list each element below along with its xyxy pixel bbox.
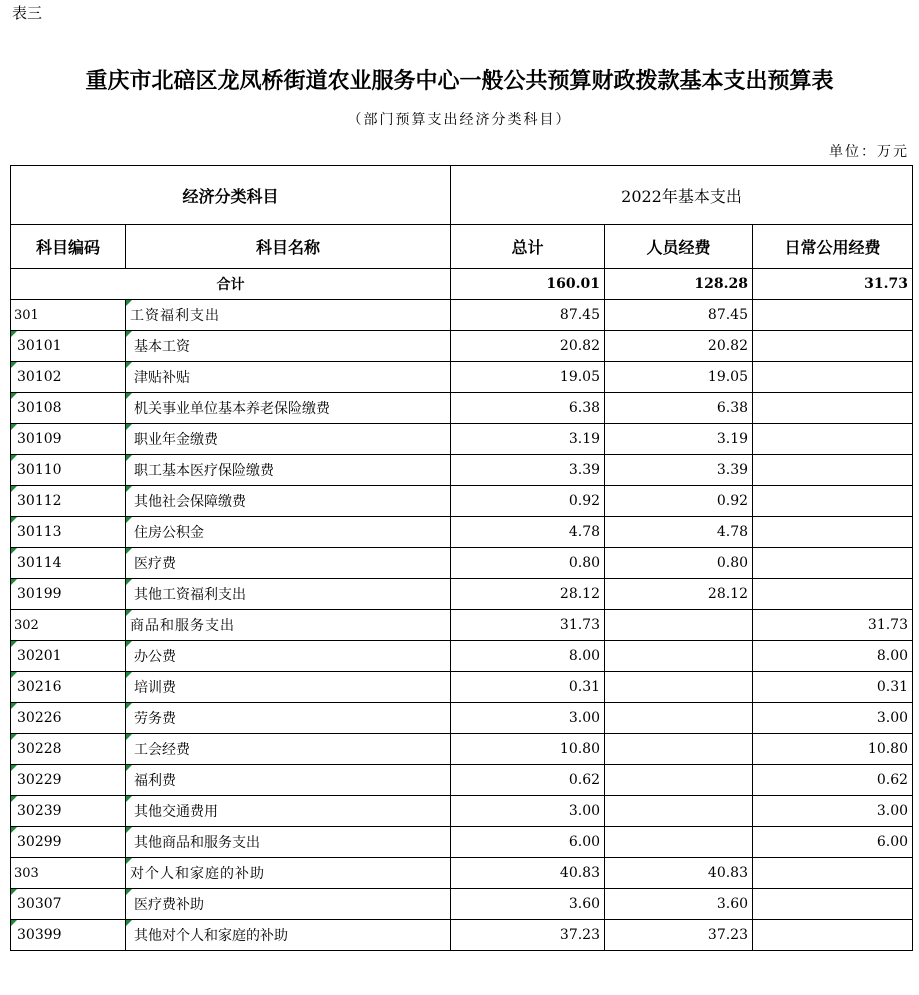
row-personnel: [605, 548, 753, 579]
row-total: [451, 362, 605, 393]
row-public-text: 31.73: [867, 617, 909, 633]
row-name: [126, 672, 451, 703]
row-name-text: 其他社会保障缴费: [134, 494, 246, 510]
cell-comment-marker-icon: [126, 610, 132, 616]
cell-comment-marker-icon: [126, 331, 132, 337]
row-total: [451, 331, 605, 362]
row-code-text: 30109: [17, 431, 62, 447]
cell-comment-marker-icon: [126, 455, 132, 461]
row-name-text: 基本工资: [134, 339, 190, 355]
cell-comment-marker-icon: [11, 641, 17, 647]
header-basic-expenditure-2022: 2022年基本支出: [451, 166, 913, 225]
row-name-text: 其他商品和服务支出: [134, 835, 260, 851]
total-sum: 160.01: [451, 269, 605, 300]
row-personnel-text: 40.83: [707, 865, 749, 881]
row-total-text: 19.05: [559, 369, 601, 385]
row-name-text: 办公费: [134, 649, 176, 665]
row-code: [11, 548, 126, 579]
row-public: [753, 300, 913, 331]
cell-comment-marker-icon: [11, 517, 17, 523]
cell-comment-marker-icon: [126, 765, 132, 771]
row-name: [126, 827, 451, 858]
header-code: 科目编码: [11, 225, 126, 269]
row-total: [451, 765, 605, 796]
row-total-text: 3.00: [568, 710, 601, 726]
table-row: [11, 703, 913, 734]
cell-comment-marker-icon: [126, 889, 132, 895]
row-name: [126, 889, 451, 920]
row-total: [451, 672, 605, 703]
row-name: [126, 331, 451, 362]
row-total-text: 31.73: [559, 617, 601, 633]
row-personnel: [605, 610, 753, 641]
row-name: [126, 300, 451, 331]
row-name-text: 其他交通费用: [134, 804, 218, 820]
row-total: [451, 827, 605, 858]
row-code-text: 30101: [17, 338, 62, 354]
row-public: [753, 517, 913, 548]
row-total-text: 8.00: [568, 648, 601, 664]
row-name-text: 医疗费补助: [134, 897, 204, 913]
row-public-text: 0.62: [876, 772, 909, 788]
row-total-text: 20.82: [559, 338, 601, 354]
cell-comment-marker-icon: [11, 827, 17, 833]
cell-comment-marker-icon: [126, 424, 132, 430]
table-row: [11, 579, 913, 610]
row-name: [126, 734, 451, 765]
row-code-text: 30216: [17, 679, 62, 695]
header-economic-category: 经济分类科目: [11, 166, 451, 225]
row-name-text: 福利费: [134, 773, 176, 789]
row-personnel-text: 4.78: [716, 524, 749, 540]
row-total-text: 0.31: [568, 679, 601, 695]
unit-label: 单位：万元: [829, 144, 909, 160]
row-public-text: 6.00: [876, 834, 909, 850]
table-row: [11, 765, 913, 796]
row-total: [451, 610, 605, 641]
row-personnel: [605, 920, 753, 951]
row-code: [11, 796, 126, 827]
cell-comment-marker-icon: [126, 486, 132, 492]
cell-comment-marker-icon: [11, 579, 17, 585]
header-total: 总计: [451, 225, 605, 269]
cell-comment-marker-icon: [11, 734, 17, 740]
row-public: [753, 827, 913, 858]
row-personnel: [605, 517, 753, 548]
cell-comment-marker-icon: [11, 486, 17, 492]
row-name: [126, 858, 451, 889]
row-personnel: [605, 579, 753, 610]
row-name: [126, 796, 451, 827]
row-public: [753, 455, 913, 486]
row-public: [753, 858, 913, 889]
row-total-text: 0.80: [568, 555, 601, 571]
row-code-text: 30112: [17, 493, 62, 509]
header-public: 日常公用经费: [753, 225, 913, 269]
row-total-text: 28.12: [559, 586, 601, 602]
header-row-columns: [11, 225, 913, 269]
row-name: [126, 641, 451, 672]
row-code: [11, 703, 126, 734]
row-code-text: 30201: [17, 648, 62, 664]
row-personnel-text: 20.82: [707, 338, 749, 354]
cell-comment-marker-icon: [11, 672, 17, 678]
row-code: [11, 858, 126, 889]
row-name: [126, 486, 451, 517]
row-personnel-text: 3.19: [716, 431, 749, 447]
table-row: [11, 672, 913, 703]
row-total-text: 10.80: [559, 741, 601, 757]
row-code-text: 30226: [17, 710, 62, 726]
row-personnel: [605, 486, 753, 517]
total-personnel: 128.28: [605, 269, 753, 300]
row-total-text: 6.38: [568, 400, 601, 416]
row-code: [11, 517, 126, 548]
row-public-text: 0.31: [876, 679, 909, 695]
row-code-text: 30110: [17, 462, 62, 478]
budget-table: [10, 165, 913, 951]
table-row: [11, 455, 913, 486]
row-code-text: 30228: [17, 741, 62, 757]
row-name-text: 住房公积金: [134, 525, 204, 541]
row-code-text: 303: [14, 865, 39, 881]
page-title: 重庆市北碚区龙凤桥街道农业服务中心一般公共预算财政拨款基本支出预算表: [85, 68, 834, 94]
row-code-text: 30114: [17, 555, 62, 571]
row-code: [11, 579, 126, 610]
row-personnel-text: 37.23: [707, 927, 749, 943]
row-public: [753, 796, 913, 827]
row-personnel: [605, 300, 753, 331]
table-row: [11, 548, 913, 579]
cell-comment-marker-icon: [11, 765, 17, 771]
cell-comment-marker-icon: [126, 641, 132, 647]
total-public: 31.73: [753, 269, 913, 300]
row-name-text: 其他工资福利支出: [134, 587, 246, 603]
row-total: [451, 641, 605, 672]
row-total-text: 3.19: [568, 431, 601, 447]
row-name-text: 商品和服务支出: [130, 618, 235, 634]
row-total-text: 0.62: [568, 772, 601, 788]
row-name-text: 职工基本医疗保险缴费: [134, 463, 274, 479]
row-code-text: 30102: [17, 369, 62, 385]
row-public: [753, 920, 913, 951]
row-personnel: [605, 362, 753, 393]
row-name-text: 津贴补贴: [134, 370, 190, 386]
total-label: 合计: [11, 269, 451, 300]
table-row: [11, 889, 913, 920]
cell-comment-marker-icon: [126, 703, 132, 709]
row-total-text: 6.00: [568, 834, 601, 850]
row-total-text: 4.78: [568, 524, 601, 540]
row-name-text: 医疗费: [134, 556, 176, 572]
header-name: 科目名称: [126, 225, 451, 269]
cell-comment-marker-icon: [11, 889, 17, 895]
table-row: [11, 858, 913, 889]
row-name-text: 对个人和家庭的补助: [130, 866, 265, 882]
row-code-text: 301: [14, 307, 39, 323]
row-public: [753, 703, 913, 734]
row-name-text: 其他对个人和家庭的补助: [134, 928, 288, 944]
row-code: [11, 765, 126, 796]
row-total-text: 3.60: [568, 896, 601, 912]
cell-comment-marker-icon: [11, 455, 17, 461]
row-total: [451, 548, 605, 579]
cell-comment-marker-icon: [126, 827, 132, 833]
cell-comment-marker-icon: [11, 796, 17, 802]
row-code: [11, 300, 126, 331]
row-personnel-text: 6.38: [716, 400, 749, 416]
row-public-text: 3.00: [876, 710, 909, 726]
cell-comment-marker-icon: [126, 796, 132, 802]
row-total: [451, 920, 605, 951]
row-personnel-text: 3.39: [716, 462, 749, 478]
cell-comment-marker-icon: [11, 424, 17, 430]
row-name: [126, 920, 451, 951]
page-subtitle: （部门预算支出经济分类科目）: [347, 112, 572, 128]
row-name: [126, 548, 451, 579]
cell-comment-marker-icon: [11, 393, 17, 399]
row-personnel: [605, 455, 753, 486]
table-label: 表三: [12, 4, 43, 22]
row-code: [11, 331, 126, 362]
row-total: [451, 455, 605, 486]
row-public: [753, 889, 913, 920]
row-name: [126, 703, 451, 734]
row-personnel-text: 0.80: [716, 555, 749, 571]
row-name: [126, 362, 451, 393]
row-code: [11, 641, 126, 672]
header-row-group: [11, 166, 913, 225]
cell-comment-marker-icon: [126, 362, 132, 368]
row-code: [11, 672, 126, 703]
row-public: [753, 641, 913, 672]
table-row: [11, 610, 913, 641]
cell-comment-marker-icon: [126, 517, 132, 523]
row-personnel: [605, 858, 753, 889]
row-name: [126, 579, 451, 610]
row-total-text: 37.23: [559, 927, 601, 943]
row-public: [753, 393, 913, 424]
row-personnel: [605, 734, 753, 765]
row-total: [451, 424, 605, 455]
row-total: [451, 517, 605, 548]
row-code-text: 30113: [17, 524, 62, 540]
row-code-text: 30399: [17, 927, 62, 943]
row-personnel: [605, 331, 753, 362]
table-row: [11, 796, 913, 827]
table-row: [11, 827, 913, 858]
row-total: [451, 703, 605, 734]
row-personnel: [605, 796, 753, 827]
row-public: [753, 362, 913, 393]
row-code: [11, 393, 126, 424]
row-code: [11, 734, 126, 765]
table-row: [11, 486, 913, 517]
row-total: [451, 734, 605, 765]
row-code-text: 302: [14, 617, 39, 633]
row-total: [451, 796, 605, 827]
row-name: [126, 455, 451, 486]
cell-comment-marker-icon: [126, 858, 132, 864]
row-total: [451, 300, 605, 331]
row-total-text: 87.45: [559, 307, 601, 323]
row-public: [753, 765, 913, 796]
row-public: [753, 610, 913, 641]
row-public: [753, 734, 913, 765]
row-total: [451, 393, 605, 424]
cell-comment-marker-icon: [126, 548, 132, 554]
row-code-text: 30229: [17, 772, 62, 788]
row-total-text: 40.83: [559, 865, 601, 881]
table-row: [11, 920, 913, 951]
row-total-text: 0.92: [568, 493, 601, 509]
row-public: [753, 579, 913, 610]
row-public-text: 3.00: [876, 803, 909, 819]
cell-comment-marker-icon: [11, 362, 17, 368]
row-public: [753, 486, 913, 517]
row-public-text: 10.80: [867, 741, 909, 757]
row-name-text: 工会经费: [134, 742, 190, 758]
row-personnel-text: 3.60: [716, 896, 749, 912]
table-row: [11, 641, 913, 672]
table-row: [11, 734, 913, 765]
row-code: [11, 889, 126, 920]
row-code: [11, 920, 126, 951]
row-personnel-text: 28.12: [707, 586, 749, 602]
table-row: [11, 362, 913, 393]
row-personnel-text: 0.92: [716, 493, 749, 509]
row-personnel: [605, 641, 753, 672]
row-total: [451, 486, 605, 517]
cell-comment-marker-icon: [126, 734, 132, 740]
row-code: [11, 486, 126, 517]
row-total: [451, 858, 605, 889]
row-public: [753, 672, 913, 703]
cell-comment-marker-icon: [126, 920, 132, 926]
row-public: [753, 548, 913, 579]
row-name-text: 培训费: [134, 680, 176, 696]
cell-comment-marker-icon: [126, 393, 132, 399]
row-code: [11, 424, 126, 455]
row-total-text: 3.00: [568, 803, 601, 819]
total-row: [11, 269, 913, 300]
row-personnel: [605, 393, 753, 424]
row-name: [126, 765, 451, 796]
row-name-text: 机关事业单位基本养老保险缴费: [134, 401, 330, 417]
row-personnel: [605, 827, 753, 858]
row-name-text: 职业年金缴费: [134, 432, 218, 448]
table-row: [11, 331, 913, 362]
table-row: [11, 517, 913, 548]
row-total: [451, 579, 605, 610]
row-personnel: [605, 703, 753, 734]
row-total: [451, 889, 605, 920]
cell-comment-marker-icon: [126, 579, 132, 585]
row-code: [11, 610, 126, 641]
row-personnel: [605, 672, 753, 703]
row-code: [11, 455, 126, 486]
row-code: [11, 827, 126, 858]
cell-comment-marker-icon: [11, 331, 17, 337]
row-personnel: [605, 889, 753, 920]
row-personnel-text: 19.05: [707, 369, 749, 385]
cell-comment-marker-icon: [11, 548, 17, 554]
row-public: [753, 331, 913, 362]
row-name-text: 工资福利支出: [130, 308, 220, 324]
row-code-text: 30307: [17, 896, 62, 912]
row-personnel-text: 87.45: [707, 307, 749, 323]
row-personnel: [605, 765, 753, 796]
cell-comment-marker-icon: [11, 920, 17, 926]
row-name: [126, 424, 451, 455]
table-row: [11, 300, 913, 331]
row-total-text: 3.39: [568, 462, 601, 478]
row-name: [126, 610, 451, 641]
cell-comment-marker-icon: [11, 703, 17, 709]
row-personnel: [605, 424, 753, 455]
row-code: [11, 362, 126, 393]
row-code-text: 30108: [17, 400, 62, 416]
row-name-text: 劳务费: [134, 711, 176, 727]
cell-comment-marker-icon: [126, 672, 132, 678]
row-code-text: 30199: [17, 586, 62, 602]
row-code-text: 30239: [17, 803, 62, 819]
table-row: [11, 424, 913, 455]
header-personnel: 人员经费: [605, 225, 753, 269]
row-public: [753, 424, 913, 455]
row-name: [126, 393, 451, 424]
table-row: [11, 393, 913, 424]
row-code-text: 30299: [17, 834, 62, 850]
cell-comment-marker-icon: [126, 300, 132, 306]
row-name: [126, 517, 451, 548]
row-public-text: 8.00: [876, 648, 909, 664]
